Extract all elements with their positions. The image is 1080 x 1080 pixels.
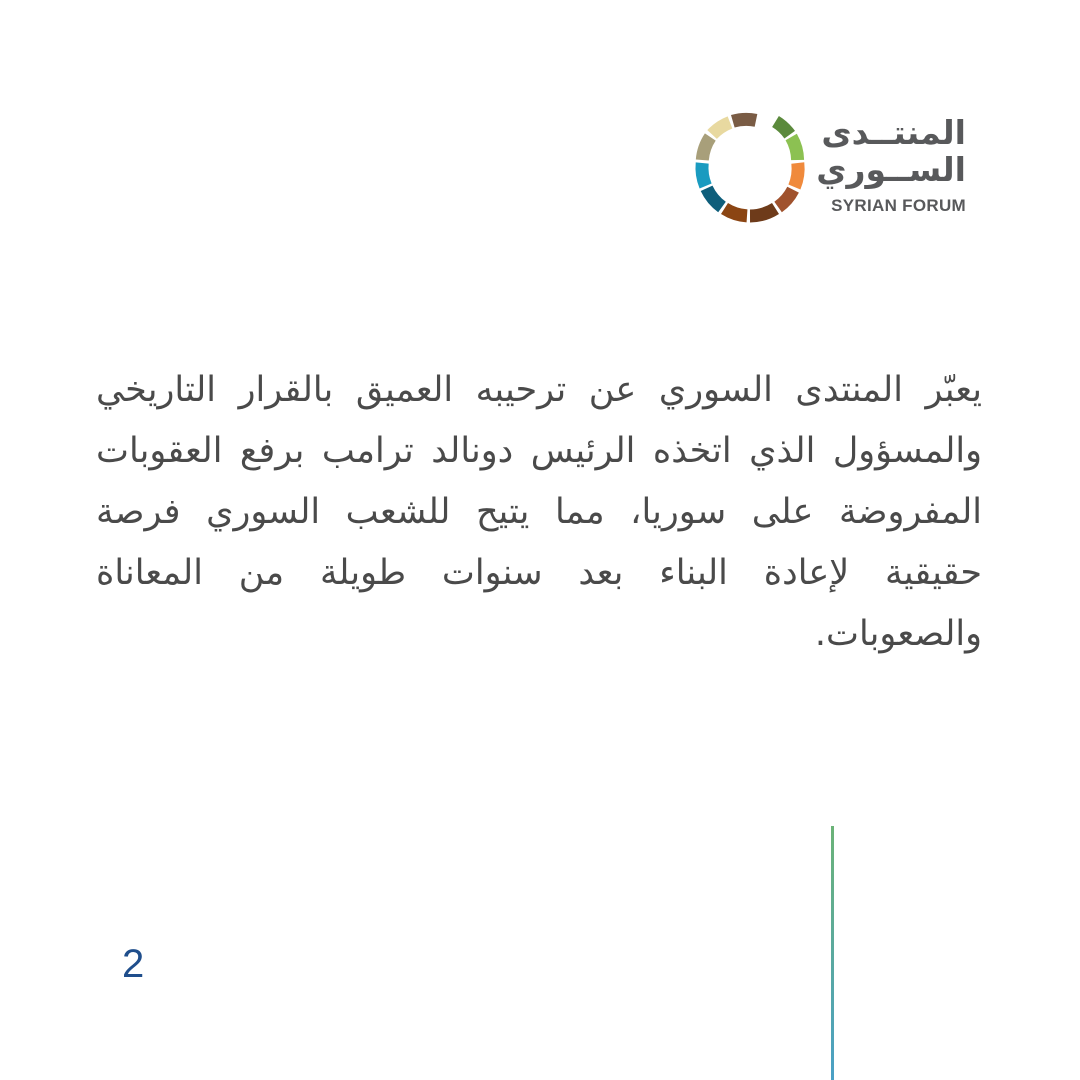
ring-segment-brown-dark: [750, 209, 776, 217]
ring-segment-khaki: [702, 137, 710, 160]
logo-wordmark: [816, 114, 966, 216]
ring-segment-teal-dark: [707, 188, 722, 207]
vertical-accent-divider: [831, 826, 834, 1080]
logo-ring-icon: [690, 108, 810, 228]
ring-segment-green-dark: [776, 122, 790, 135]
logo-arabic-line-2: الســوري: [816, 150, 966, 189]
page-number: 2: [122, 942, 145, 986]
logo-english-name: SYRIAN FORUM: [831, 196, 966, 215]
ring-segment-orange: [794, 163, 798, 187]
syrian-forum-logo: [690, 108, 970, 228]
ring-segment-teal-light: [702, 163, 706, 186]
ring-segment-rust: [778, 190, 793, 207]
ring-segment-green-light: [791, 137, 797, 160]
logo-arabic-line-1: المنتــدى: [821, 113, 966, 152]
ring-segment-sand: [712, 122, 730, 134]
ring-segment-brown-grey: [733, 119, 756, 121]
ring-segment-sienna: [725, 209, 748, 216]
statement-paragraph: يعبّر المنتدى السوري عن ترحيبه العميق بالقرار التاريخي والمسؤول الذي اتخذه الرئيس دونالد ترامب برفع العقوبات المفروضة على سوريا، مما يتيح للشعب السوري فرصة حقيقية لإعادة البناء بعد سنوات طويلة من المعاناة والصعوبات.: [96, 370, 982, 654]
